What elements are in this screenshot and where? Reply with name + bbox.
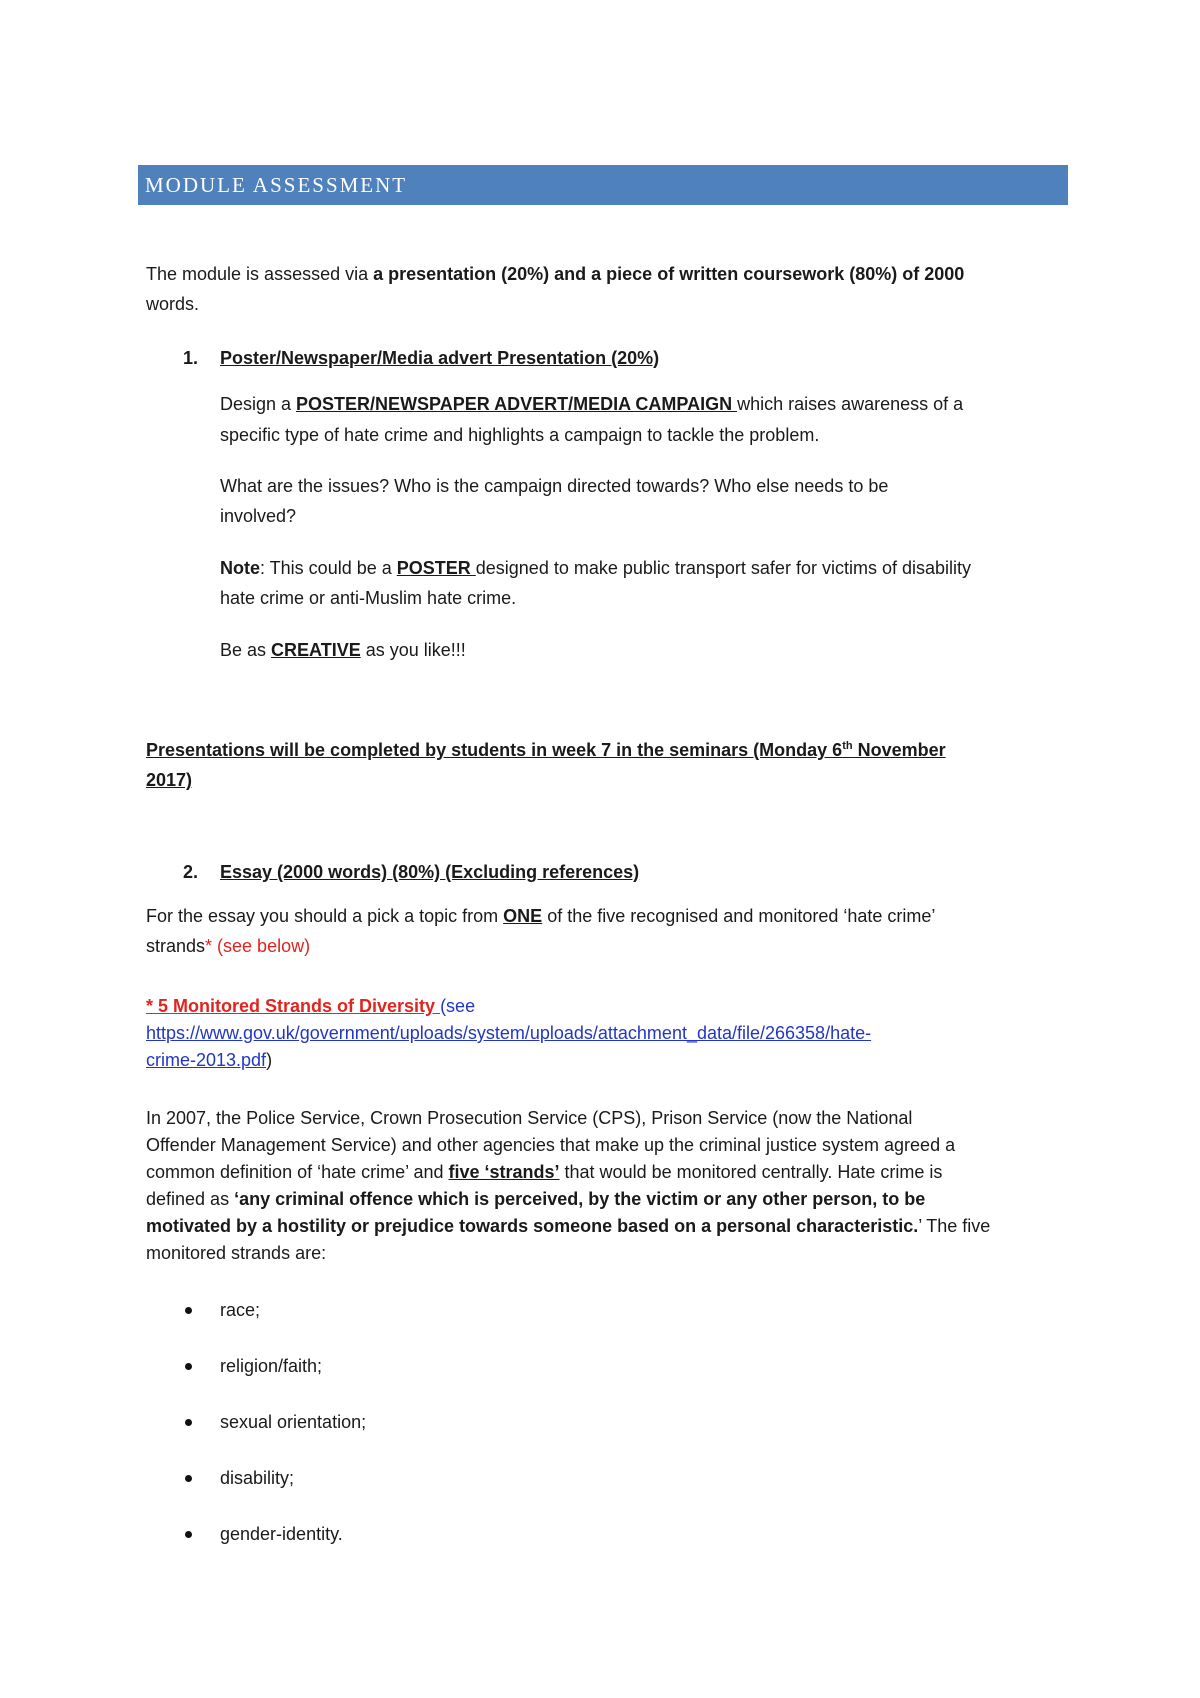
closing-paren: ) [266,1050,273,1070]
item-1-number: 1. [183,348,199,368]
item-2-heading: Essay (2000 words) (80%) (Excluding references) [220,862,640,882]
essay-text: For the essay you should a pick a topic from [146,906,504,926]
strands-word: strands [146,936,206,956]
one-emphasis: ONE [503,906,543,926]
source-link-line-2[interactable] [146,1045,272,1075]
see-below-note: * (see below) [205,936,311,956]
section-title: MODULE ASSESSMENT [145,173,408,197]
list-item: religion/faith; [220,1356,323,1376]
item-2-paragraph-line-2 [146,931,310,961]
definition-quote: ‘any criminal offence which is perceived, by the victim or any other person, to be [234,1189,926,1209]
ordinal-suffix: th [842,740,853,752]
five-strands-emphasis: five ‘strands’ [448,1162,560,1182]
see-text: (see [440,996,476,1016]
item-2-number: 2. [183,862,199,882]
intro-line-1 [146,259,964,289]
section-banner [138,165,1068,205]
definition-line-1: In 2007, the Police Service, Crown Prosecution Service (CPS), Prison Service (now the National [146,1108,913,1128]
definition-line-5 [146,1211,990,1241]
presentations-notice-line-2: 2017) [146,770,193,790]
strands-heading-text: * 5 Monitored Strands of Diversity [146,996,441,1016]
creative-emphasis: CREATIVE [271,640,361,660]
bullet-icon [185,1307,192,1314]
intro-line-2: words. [146,294,200,314]
creative-text: Be as [220,640,272,660]
item-1-creative [220,635,466,665]
definition-quote-continued: motivated by a hostility or prejudice towards someone based on a personal characteristic. [146,1216,919,1236]
source-link-continued[interactable]: crime-2013.pdf [146,1050,267,1070]
campaign-emphasis: POSTER/NEWSPAPER ADVERT/MEDIA CAMPAIGN [296,394,738,414]
item-1-note [220,553,971,583]
item-2-paragraph [146,901,935,931]
creative-text-post: as you like!!! [360,640,466,660]
bullet-icon [185,1475,192,1482]
note-text-post: designed to make public transport safer for victims of disability [475,558,971,578]
item-1-heading: Poster/Newspaper/Media advert Presentation (20%) [220,348,660,368]
definition-line-2: Offender Management Service) and other agencies that make up the criminal justice system agreed a [146,1135,956,1155]
definition-line-6: monitored strands are: [146,1243,327,1263]
list-item: gender-identity. [220,1524,343,1544]
intro-text: The module is assessed via [146,264,374,284]
note-text: : This could be a [260,558,397,578]
bullet-icon [185,1363,192,1370]
list-item: disability; [220,1468,295,1488]
strands-heading [146,991,475,1021]
list-item: sexual orientation; [220,1412,367,1432]
item-1-paragraph-1 [220,389,963,419]
bullet-icon [185,1531,192,1538]
definition-line-3 [146,1157,942,1187]
defined-as-text: defined as [146,1189,235,1209]
item-1-paragraph-2: What are the issues? Who is the campaign directed towards? Who else needs to be [220,476,889,496]
item-1-paragraph-1-line-2: specific type of hate crime and highlights a campaign to tackle the problem. [220,425,820,445]
p1-text-post: which raises awareness of a [737,394,964,414]
presentations-month: November [852,740,946,760]
note-label: Note [220,558,260,578]
essay-text-post: of the five recognised and monitored ‘hate crime’ [542,906,936,926]
definition-text: common definition of ‘hate crime’ and [146,1162,449,1182]
source-link-line-1[interactable] [146,1018,871,1048]
bullet-icon [185,1419,192,1426]
definition-text-post: that would be monitored centrally. Hate crime is [559,1162,943,1182]
presentations-text: Presentations will be completed by students in week 7 in the seminars (Monday 6 [146,740,843,760]
list-item: race; [220,1300,261,1320]
item-1-note-line-2: hate crime or anti-Muslim hate crime. [220,588,517,608]
intro-bold-text: a presentation (20%) and a piece of written coursework (80%) of 2000 [373,264,965,284]
presentations-notice [146,735,946,765]
p1-text: Design a [220,394,297,414]
source-link[interactable]: https://www.gov.uk/government/uploads/system/uploads/attachment_data/file/266358/hate- [146,1023,872,1043]
definition-line-4 [146,1184,925,1214]
item-1-paragraph-2-line-2: involved? [220,506,297,526]
definition-text-end: ’ The five [918,1216,991,1236]
poster-emphasis: POSTER [396,558,476,578]
